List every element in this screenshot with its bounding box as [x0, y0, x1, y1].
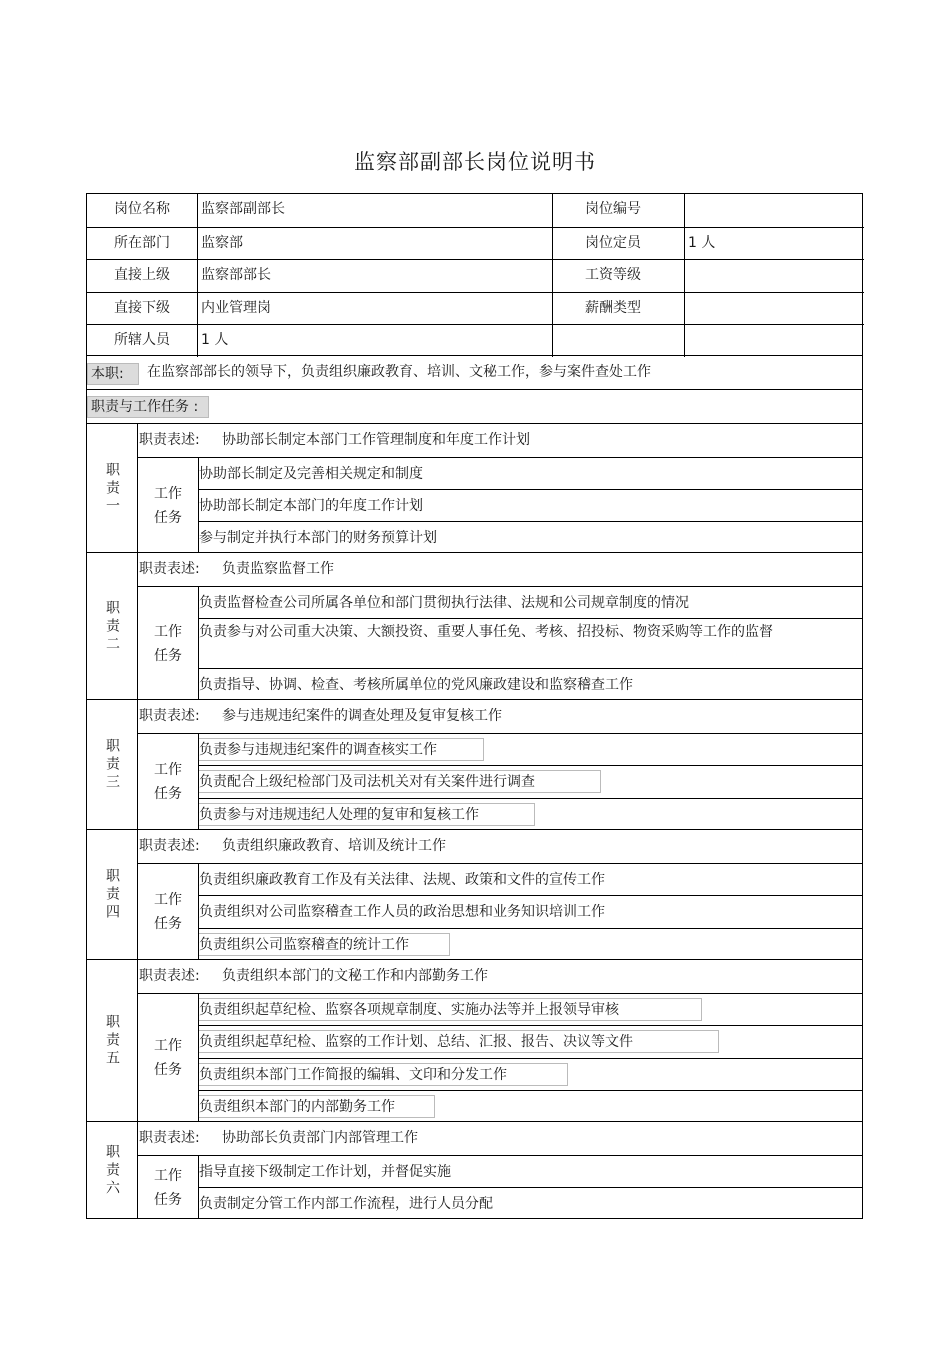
info-v2-cell — [684, 292, 864, 325]
duty-content — [137, 424, 863, 552]
duty-desc-row — [138, 424, 863, 457]
duty-desc-text: 协助部长制定本部门工作管理制度和年度工作计划 — [222, 432, 530, 448]
duty-label: 职责二 — [104, 599, 120, 654]
task-text: 指导直接下级制定工作计划，并督促实施 — [199, 1164, 451, 1180]
duty-content — [137, 830, 863, 959]
task-row — [198, 521, 863, 553]
duty-content — [137, 960, 863, 1121]
benzhi-text: 在监察部部长的领导下，负责组织廉政教育、培训、文秘工作，参与案件查处工作 — [147, 364, 651, 380]
task-text: 负责参与对违规违纪人处理的复审和复核工作 — [199, 803, 535, 826]
duty-content — [137, 553, 863, 699]
work-task-label: 工作任务 — [138, 993, 198, 1122]
task-row — [198, 489, 863, 521]
page-title: 监察部副部长岗位说明书 — [354, 150, 596, 174]
info-v2-cell — [684, 324, 864, 357]
task-text: 负责监督检查公司所属各单位和部门贯彻执行法律、法规和公司规章制度的情况 — [199, 595, 689, 611]
duty-block — [86, 830, 863, 960]
duty-label: 职责一 — [104, 461, 120, 516]
task-row — [198, 1025, 863, 1058]
info-v2-cell — [684, 259, 864, 292]
task-text: 参与制定并执行本部门的财务预算计划 — [199, 530, 437, 546]
task-text: 负责组织对公司监察稽查工作人员的政治思想和业务知识培训工作 — [199, 904, 605, 920]
work-task-label: 工作任务 — [138, 863, 198, 960]
task-text: 负责组织起草纪检、监察各项规章制度、实施办法等并上报领导审核 — [199, 998, 702, 1021]
task-text: 负责参与违规违纪案件的调查核实工作 — [199, 738, 484, 761]
task-text: 负责配合上级纪检部门及司法机关对有关案件进行调查 — [199, 770, 601, 793]
task-row — [198, 765, 863, 798]
benzhi-row — [86, 356, 863, 390]
work-task-label: 工作任务 — [138, 457, 198, 553]
task-text: 负责组织本部门的内部勤务工作 — [199, 1095, 435, 1118]
duty-label: 职责五 — [104, 1014, 120, 1068]
task-text: 负责制定分管工作内部工作流程，进行人员分配 — [199, 1196, 493, 1212]
task-row — [198, 1058, 863, 1090]
task-row — [198, 1090, 863, 1122]
duty-label: 职责六 — [104, 1143, 120, 1198]
info-l2-cell: 薪酬类型 — [552, 292, 684, 325]
duty-desc-label: 职责表述: — [139, 708, 200, 724]
duty-desc-row — [138, 830, 863, 863]
task-row — [198, 457, 863, 489]
duty-block — [86, 424, 863, 553]
task-row — [198, 928, 863, 960]
duty-desc-row — [138, 553, 863, 586]
duty-content — [137, 1122, 863, 1218]
task-text: 负责参与对公司重大决策、大额投资、重要人事任免、考核、招投标、物资采购等工作的监督 — [199, 624, 773, 640]
work-task-label: 工作任务 — [138, 1155, 198, 1219]
duties-header-row — [86, 390, 863, 424]
info-v1-cell: 监察部 — [197, 227, 552, 260]
task-row — [198, 895, 863, 928]
info-v1-cell: 内业管理岗 — [197, 292, 552, 325]
info-l1-cell: 直接下级 — [87, 292, 197, 325]
work-task-label: 工作任务 — [138, 733, 198, 830]
task-row — [198, 733, 863, 765]
task-text: 负责组织公司监察稽查的统计工作 — [199, 933, 450, 956]
info-v2-cell — [684, 194, 864, 227]
task-row — [198, 863, 863, 895]
task-text: 协助部长制定本部门的年度工作计划 — [199, 498, 423, 514]
duty-block — [86, 960, 863, 1122]
benzhi-label: 本职: — [87, 363, 139, 385]
duty-desc-label: 职责表述: — [139, 561, 200, 577]
duty-desc-row — [138, 1122, 863, 1155]
task-text: 负责组织本部门工作简报的编辑、文印和分发工作 — [199, 1063, 568, 1086]
task-row — [198, 586, 863, 618]
info-v1-cell: 1 人 — [197, 324, 552, 357]
info-v2-cell: 1 人 — [684, 227, 864, 260]
task-row — [198, 1155, 863, 1187]
duty-block — [86, 1122, 863, 1219]
task-row — [198, 1187, 863, 1219]
task-text: 负责组织廉政教育工作及有关法律、法规、政策和文件的宣传工作 — [199, 872, 605, 888]
duty-desc-label: 职责表述: — [139, 432, 200, 448]
info-l1-cell: 直接上级 — [87, 259, 197, 292]
duty-desc-label: 职责表述: — [139, 968, 200, 984]
duties-header-label: 职责与工作任务 : — [87, 396, 209, 418]
task-text: 负责指导、协调、检查、考核所属单位的党风廉政建设和监察稽查工作 — [199, 677, 633, 693]
duty-label: 职责三 — [104, 738, 120, 792]
duty-desc-text: 负责监察监督工作 — [222, 561, 334, 577]
info-v1-cell: 监察部副部长 — [197, 194, 552, 227]
info-grid — [86, 193, 863, 356]
info-l1-cell: 所在部门 — [87, 227, 197, 260]
duty-desc-label: 职责表述: — [139, 838, 200, 854]
duty-desc-label: 职责表述: — [139, 1130, 200, 1146]
duty-label: 职责四 — [104, 868, 120, 922]
info-l2-cell: 工资等级 — [552, 259, 684, 292]
duty-content — [137, 700, 863, 829]
task-row — [198, 618, 863, 668]
info-l2-cell — [552, 324, 684, 357]
info-l1-cell: 岗位名称 — [114, 201, 170, 217]
duty-desc-row — [138, 700, 863, 733]
info-l1-cell: 所辖人员 — [87, 324, 197, 357]
duty-desc-text: 负责组织本部门的文秘工作和内部勤务工作 — [222, 968, 488, 984]
task-row — [198, 668, 863, 700]
duty-block — [86, 553, 863, 700]
duty-desc-text: 协助部长负责部门内部管理工作 — [222, 1130, 418, 1146]
duty-block — [86, 700, 863, 830]
duty-desc-row — [138, 960, 863, 993]
info-v1-cell: 监察部部长 — [197, 259, 552, 292]
task-row — [198, 798, 863, 830]
info-l2-cell: 岗位定员 — [552, 227, 684, 260]
task-text: 负责组织起草纪检、监察的工作计划、总结、汇报、报告、决议等文件 — [199, 1030, 719, 1053]
task-text: 协助部长制定及完善相关规定和制度 — [199, 466, 423, 482]
task-row — [198, 993, 863, 1025]
work-task-label: 工作任务 — [138, 586, 198, 700]
duty-desc-text: 参与违规违纪案件的调查处理及复审复核工作 — [222, 708, 502, 724]
info-l2-cell: 岗位编号 — [552, 194, 684, 227]
duty-desc-text: 负责组织廉政教育、培训及统计工作 — [222, 838, 446, 854]
